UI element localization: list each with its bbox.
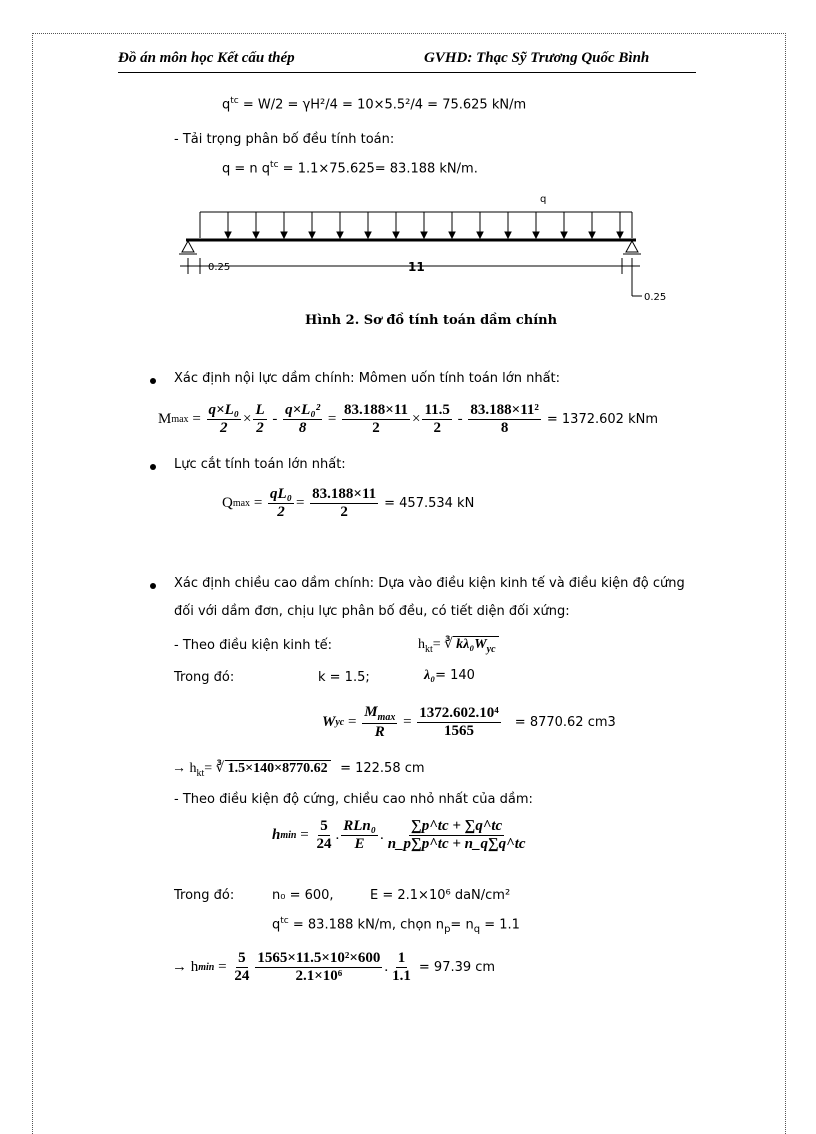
k-value: k = 1.5;: [318, 670, 370, 685]
bullet3-line1: Xác định chiều cao dầm chính: Dựa vào điều kiện kinh tế và điều kiện độ cứng: [174, 576, 685, 591]
left-offset-label: 0.25: [208, 262, 231, 273]
bullet-dot: [150, 583, 156, 589]
lambda-value: λ₀= 140: [424, 668, 475, 683]
formula-q: q = n $q^{tc} = 1.1\times 75.625= 83.188$ kN/m.: [222, 160, 478, 177]
dash-load-label: - Tải trọng phân bố đều tính toán:: [174, 132, 395, 147]
bullet1-text: Xác định nội lực dầm chính: Mômen uốn tính toán lớn nhất:: [174, 371, 561, 386]
trong-do-2: Trong đó:: [174, 888, 235, 903]
bullet2-text: Lực cắt tính toán lớn nhất:: [174, 457, 346, 472]
qtc-value: $q^{tc} = 83.188$ kN/m, chọn $n_p= n_q = 1.1$: [272, 916, 520, 935]
beam-diagram: [170, 188, 667, 308]
stiff-label: - Theo điều kiện độ cứng, chiều cao nhỏ nhất của dầm:: [174, 792, 533, 807]
header-rule: [118, 72, 696, 73]
formula-qtc: $q^{tc} = W/2 = \gamma H^2/4 = 10\times 5.5^2/4 = 75.625$ kN/m: [222, 96, 527, 113]
figure-caption: Hình 2. Sơ đồ tính toán dầm chính: [305, 313, 558, 328]
wyc-equation: W yc = $\frac{M_{max}}{R}$ = $\frac{\text{1372.602.10⁴}}{1565}$ = 8770.62 cm3: [322, 704, 616, 740]
hmin-calc: → h min = $\frac{5}{24}$ $\frac{\text{1565×11.5×10²×600}}{\text{2.1×10⁶}}$ . $\frac{1}{1.1}$ = 97.39 cm: [172, 950, 496, 984]
trong-do-1: Trong đó:: [174, 670, 235, 685]
header-left: Đồ án môn học Kết cấu thép: [118, 50, 295, 66]
span-label: 11: [408, 260, 425, 274]
bullet-dot: [150, 378, 156, 384]
hmin-equation: h min = $\frac{5}{24}$ . $\frac{\text{RLn₀}}{E}$ . $\frac{\sum p\^{}tc + \sum q\^{}tc}{n\_p\sum p\^{}tc + n\_q\sum q\^{}tc}$: [272, 818, 526, 852]
bullet3-line2: đối với dầm đơn, chịu lực phân bố đều, có tiết diện đối xứng:: [174, 604, 570, 619]
header-right: GVHD: Thạc Sỹ Trương Quốc Bình: [424, 50, 650, 66]
n0-value: n₀ = 600,: [272, 888, 334, 903]
e-value: E = 2.1×10⁶ daN/cm²: [370, 888, 511, 903]
qmax-equation: Q max = $\frac{\text{qL₀}}{2}$ = $\frac{83.188\times 11}{2}$ = 457.534 kN: [222, 486, 475, 520]
hkt-calc: → $h_{kt}=$ ∛ 1.5×140×8770.62 = 122.58 cm: [172, 761, 425, 779]
mmax-equation: M max = $\frac{\text{q×L₀}}{2}$ × $\frac{L}{2}$ - $\frac{\text{q×L₀²}}{8}$ = $\frac{83.188\times 11}{2}$ × $\frac{11.5}{2}$ - $\frac{\text{83.188×11²}}{8}$ = 1372.602 kNm: [158, 402, 658, 436]
load-label: q: [540, 194, 547, 205]
econ-label: - Theo điều kiện kinh tế:: [174, 638, 333, 653]
bullet-dot: [150, 464, 156, 470]
hkt-formula: $h_{kt}=$ ∛ $k\lambda_0W_{yc}$: [418, 636, 499, 655]
right-offset-label: 0.25: [644, 292, 667, 303]
